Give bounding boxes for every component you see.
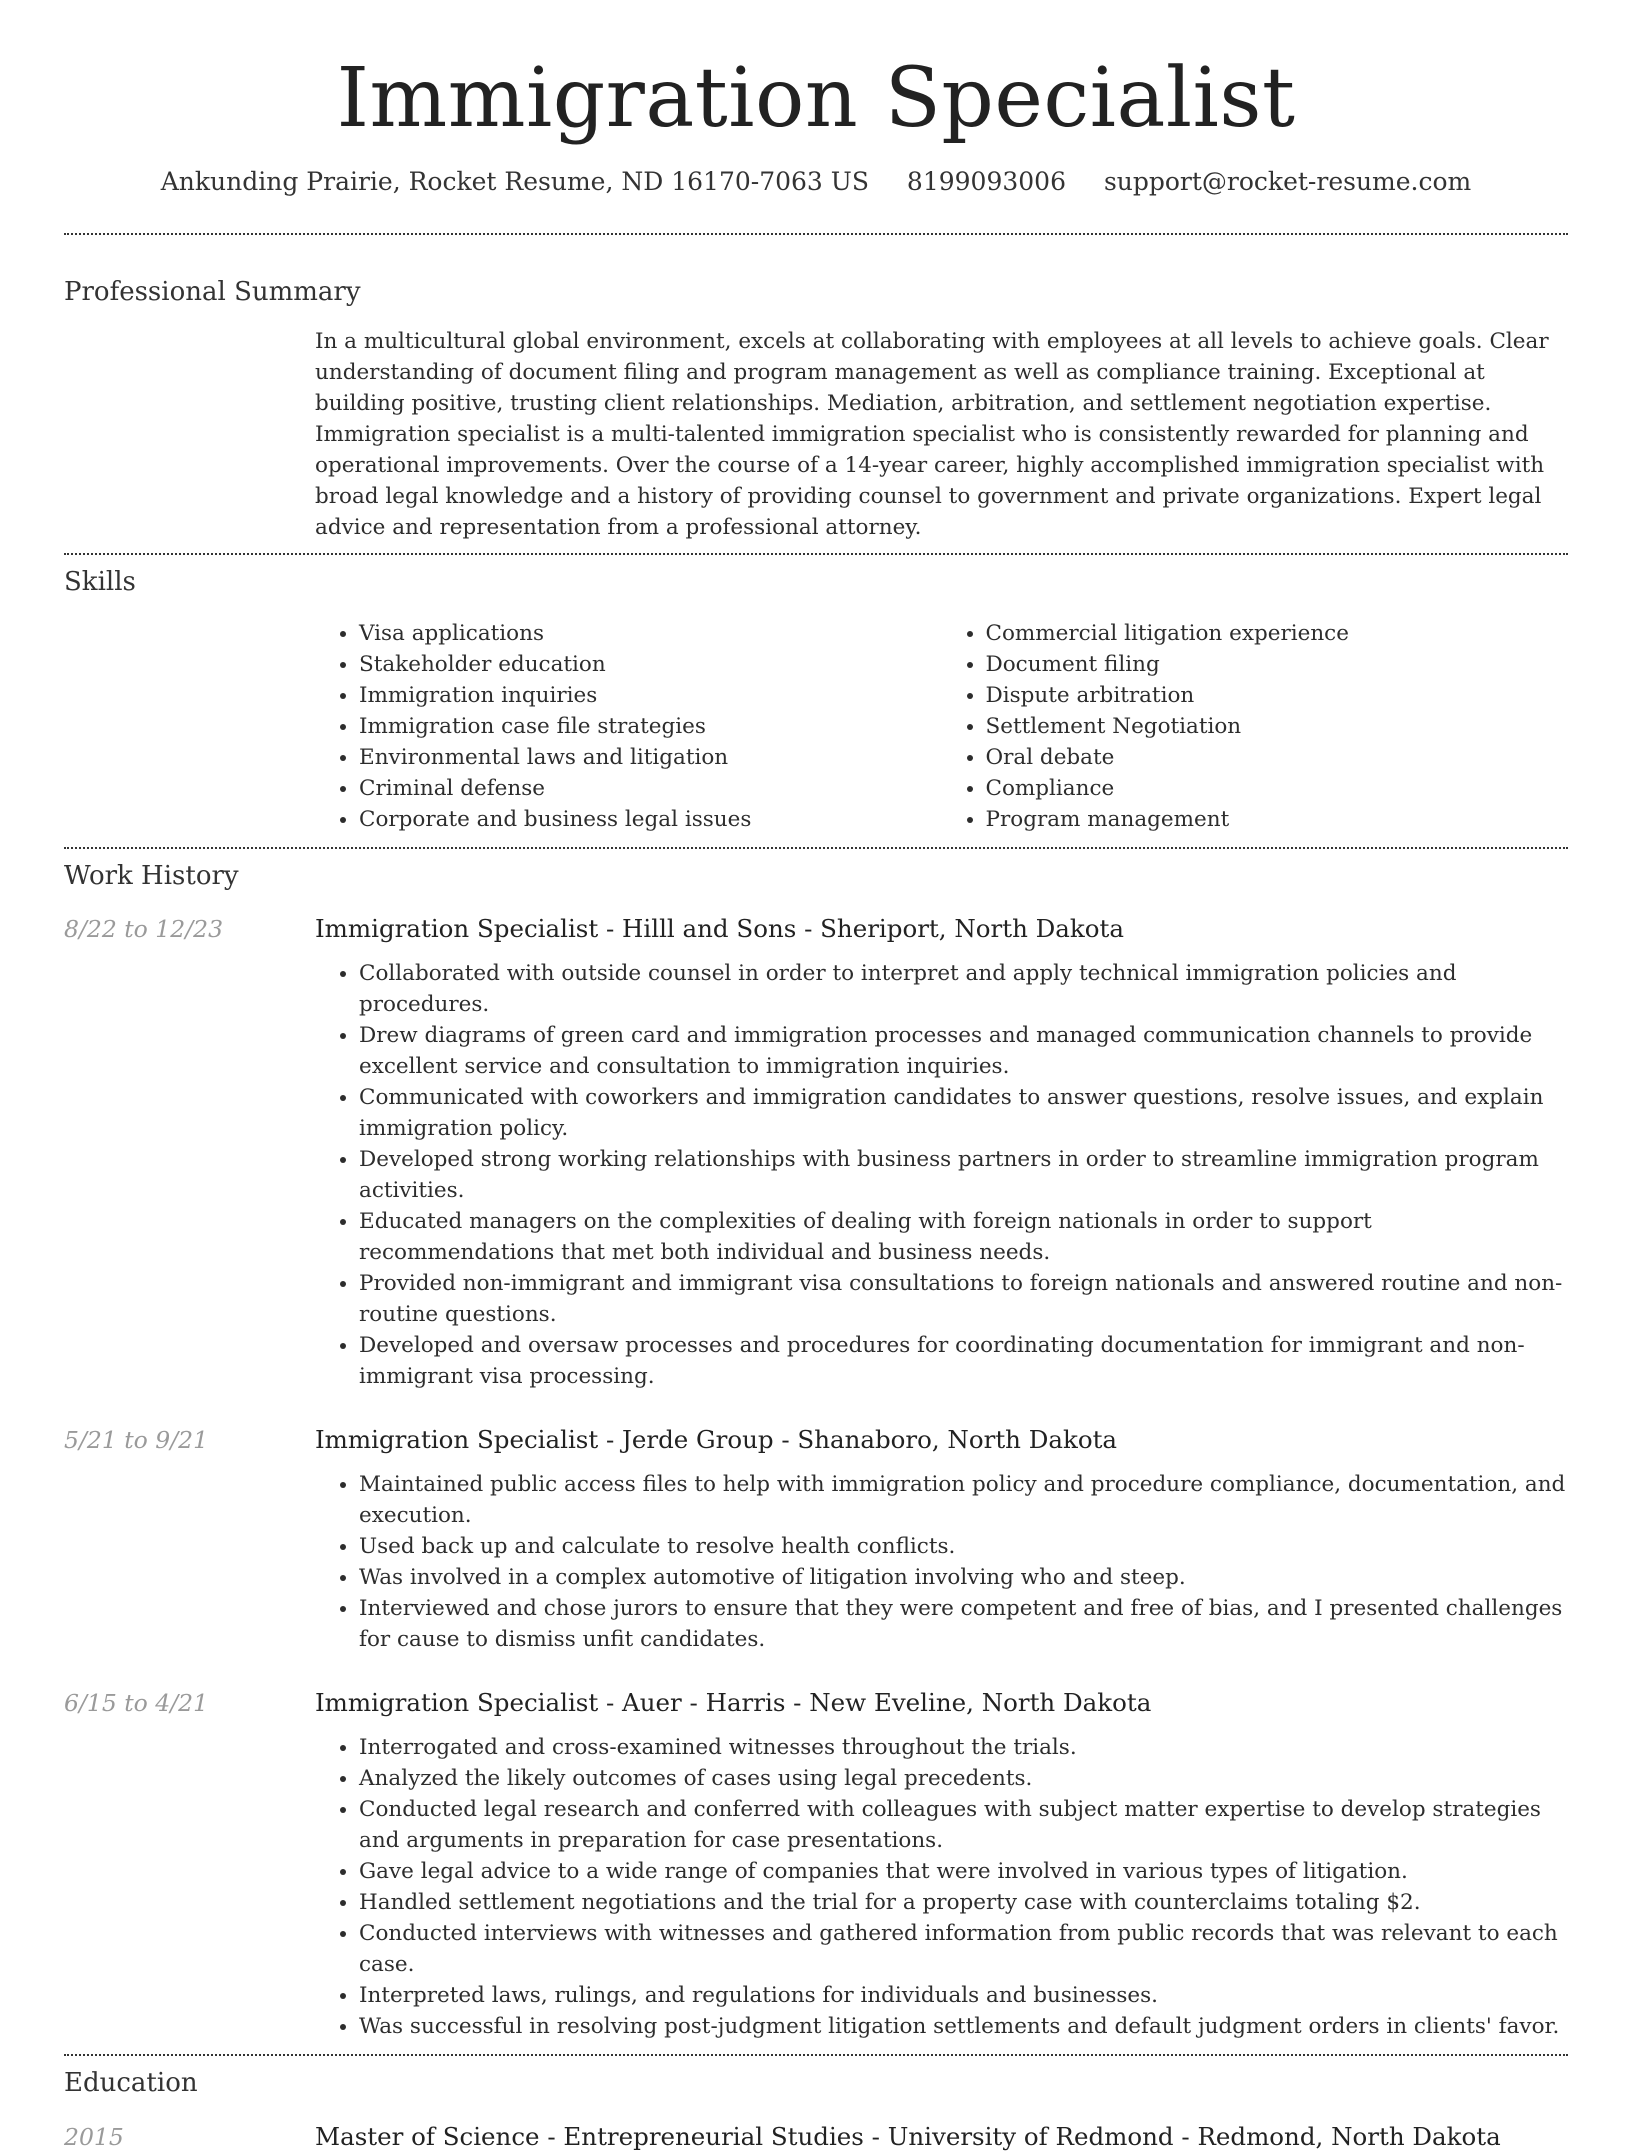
summary-section [64,235,1568,553]
skill-item: • Program management [986,804,1569,835]
work-history-section [64,849,1568,2054]
job-title: Immigration Specialist - Hilll and Sons - Sheriport, North Dakota [315,914,1124,944]
job-bullet: • Interrogated and cross-examined witnesses throughout the trials. [359,1732,1568,1763]
section-title-work: Work History [64,861,239,892]
skill-item: • Document filing [986,649,1569,680]
section-title-skills: Skills [64,566,136,597]
contact-email: support@rocket-resume.com [1103,167,1472,197]
summary-text: In a multicultural global environment, excels at collaborating with employees at all levels to achieve goals. Clear understanding of document filing and program management as well as compliance training. Exceptional at building positive, trusting client relationships. Mediation, arbitration, and settlement negotiation expertise. Immigration specialist is a multi-talented immigration specialist who is consistently rewarded for planning and operational improvements. Over the course of a 14-year career, highly accomplished immigration specialist with broad legal knowledge and a history of providing counsel to government and private organizations. Expert legal advice and representation from a professional attorney. [315,328,1549,540]
skill-item: • Corporate and business legal issues [359,804,942,835]
job-bullet: • Was involved in a complex automotive of litigation involving who and steep. [359,1562,1568,1593]
job-bullet: • Educated managers on the complexities of dealing with foreign nationals in order to support recommendations that met both individual and business needs. [359,1206,1568,1268]
skills-section [64,555,1568,847]
job-dates: 6/15 to 4/21 [64,1689,209,1718]
education-title: Master of Science - Entrepreneurial Studies - University of Redmond - Redmond, North Dakota [315,2121,1501,2151]
job-bullets [315,1732,1568,2042]
job-bullets [315,958,1568,1392]
job-bullet: • Interpreted laws, rulings, and regulations for individuals and businesses. [359,1980,1568,2011]
job-title: Immigration Specialist - Auer - Harris - New Eveline, North Dakota [315,1688,1152,1718]
job-body [315,1423,1568,1655]
section-title-education: Education [64,2068,198,2099]
job-bullet: • Developed strong working relationships with business partners in order to streamline immigration program activities. [359,1144,1568,1206]
skill-item: • Commercial litigation experience [986,618,1569,649]
skill-item: • Environmental laws and litigation [359,742,942,773]
section-title-summary: Professional Summary [64,276,361,307]
job-bullet: • Conducted legal research and conferred with colleagues with subject matter expertise to develop strategies and arguments in preparation for case presentations. [359,1794,1568,1856]
job-dates: 8/22 to 12/23 [64,915,224,944]
job-bullets [315,1469,1568,1655]
education-body [315,2120,1568,2154]
job-entry [64,1686,1568,2042]
job-entry [64,1423,1568,1655]
job-bullet: • Conducted interviews with witnesses and gathered information from public records that was relevant to each case. [359,1918,1568,1980]
job-bullet: • Drew diagrams of green card and immigration processes and managed communication channels to provide excellent service and consultation to immigration inquiries. [359,1020,1568,1082]
skill-item: • Stakeholder education [359,649,942,680]
skill-item: • Immigration case file strategies [359,711,942,742]
skill-item: • Dispute arbitration [986,680,1569,711]
education-date: 2015 [64,2122,124,2151]
skill-item: • Settlement Negotiation [986,711,1569,742]
contact-phone: 8199093006 [906,167,1066,197]
job-bullet: • Analyzed the likely outcomes of cases using legal precedents. [359,1763,1568,1794]
skill-item: • Immigration inquiries [359,680,942,711]
skill-item: • Compliance [986,773,1569,804]
contact-address: Ankunding Prairie, Rocket Resume, ND 16170-7063 US [160,167,869,197]
job-bullet: • Communicated with coworkers and immigration candidates to answer questions, resolve issues, and explain immigration policy. [359,1082,1568,1144]
skill-item: • Visa applications [359,618,942,649]
skills-list-left [315,618,942,835]
job-bullet: • Interviewed and chose jurors to ensure that they were competent and free of bias, and I presented challenges for cause to dismiss unfit candidates. [359,1593,1568,1655]
skills-columns [315,618,1568,847]
resume-name: Immigration Specialist [336,51,1296,146]
job-dates: 5/21 to 9/21 [64,1426,209,1455]
job-bullet: • Handled settlement negotiations and the trial for a property case with counterclaims totaling $2. [359,1887,1568,1918]
education-entry [64,2120,1568,2154]
job-body [315,912,1568,1392]
skill-item: • Criminal defense [359,773,942,804]
job-bullet: • Was successful in resolving post-judgment litigation settlements and default judgment orders in clients' favor. [359,2011,1568,2042]
job-bullet: • Maintained public access files to help with immigration policy and procedure compliance, documentation, and execution. [359,1469,1568,1531]
job-title: Immigration Specialist - Jerde Group - Shanaboro, North Dakota [315,1425,1118,1455]
job-bullet: • Gave legal advice to a wide range of companies that were involved in various types of litigation. [359,1856,1568,1887]
job-bullet: • Provided non-immigrant and immigrant visa consultations to foreign nationals and answered routine and non-routine questions. [359,1268,1568,1330]
job-entry [64,912,1568,1392]
education-section [64,2056,1568,2153]
job-bullet: • Developed and oversaw processes and procedures for coordinating documentation for immigrant and non-immigrant visa processing. [359,1330,1568,1392]
job-bullet: • Used back up and calculate to resolve health conflicts. [359,1531,1568,1562]
skill-item: • Oral debate [986,742,1569,773]
job-bullet: • Collaborated with outside counsel in order to interpret and apply technical immigration policies and procedures. [359,958,1568,1020]
skills-list-right [942,618,1569,835]
job-body [315,1686,1568,2042]
contact-line [64,166,1568,199]
